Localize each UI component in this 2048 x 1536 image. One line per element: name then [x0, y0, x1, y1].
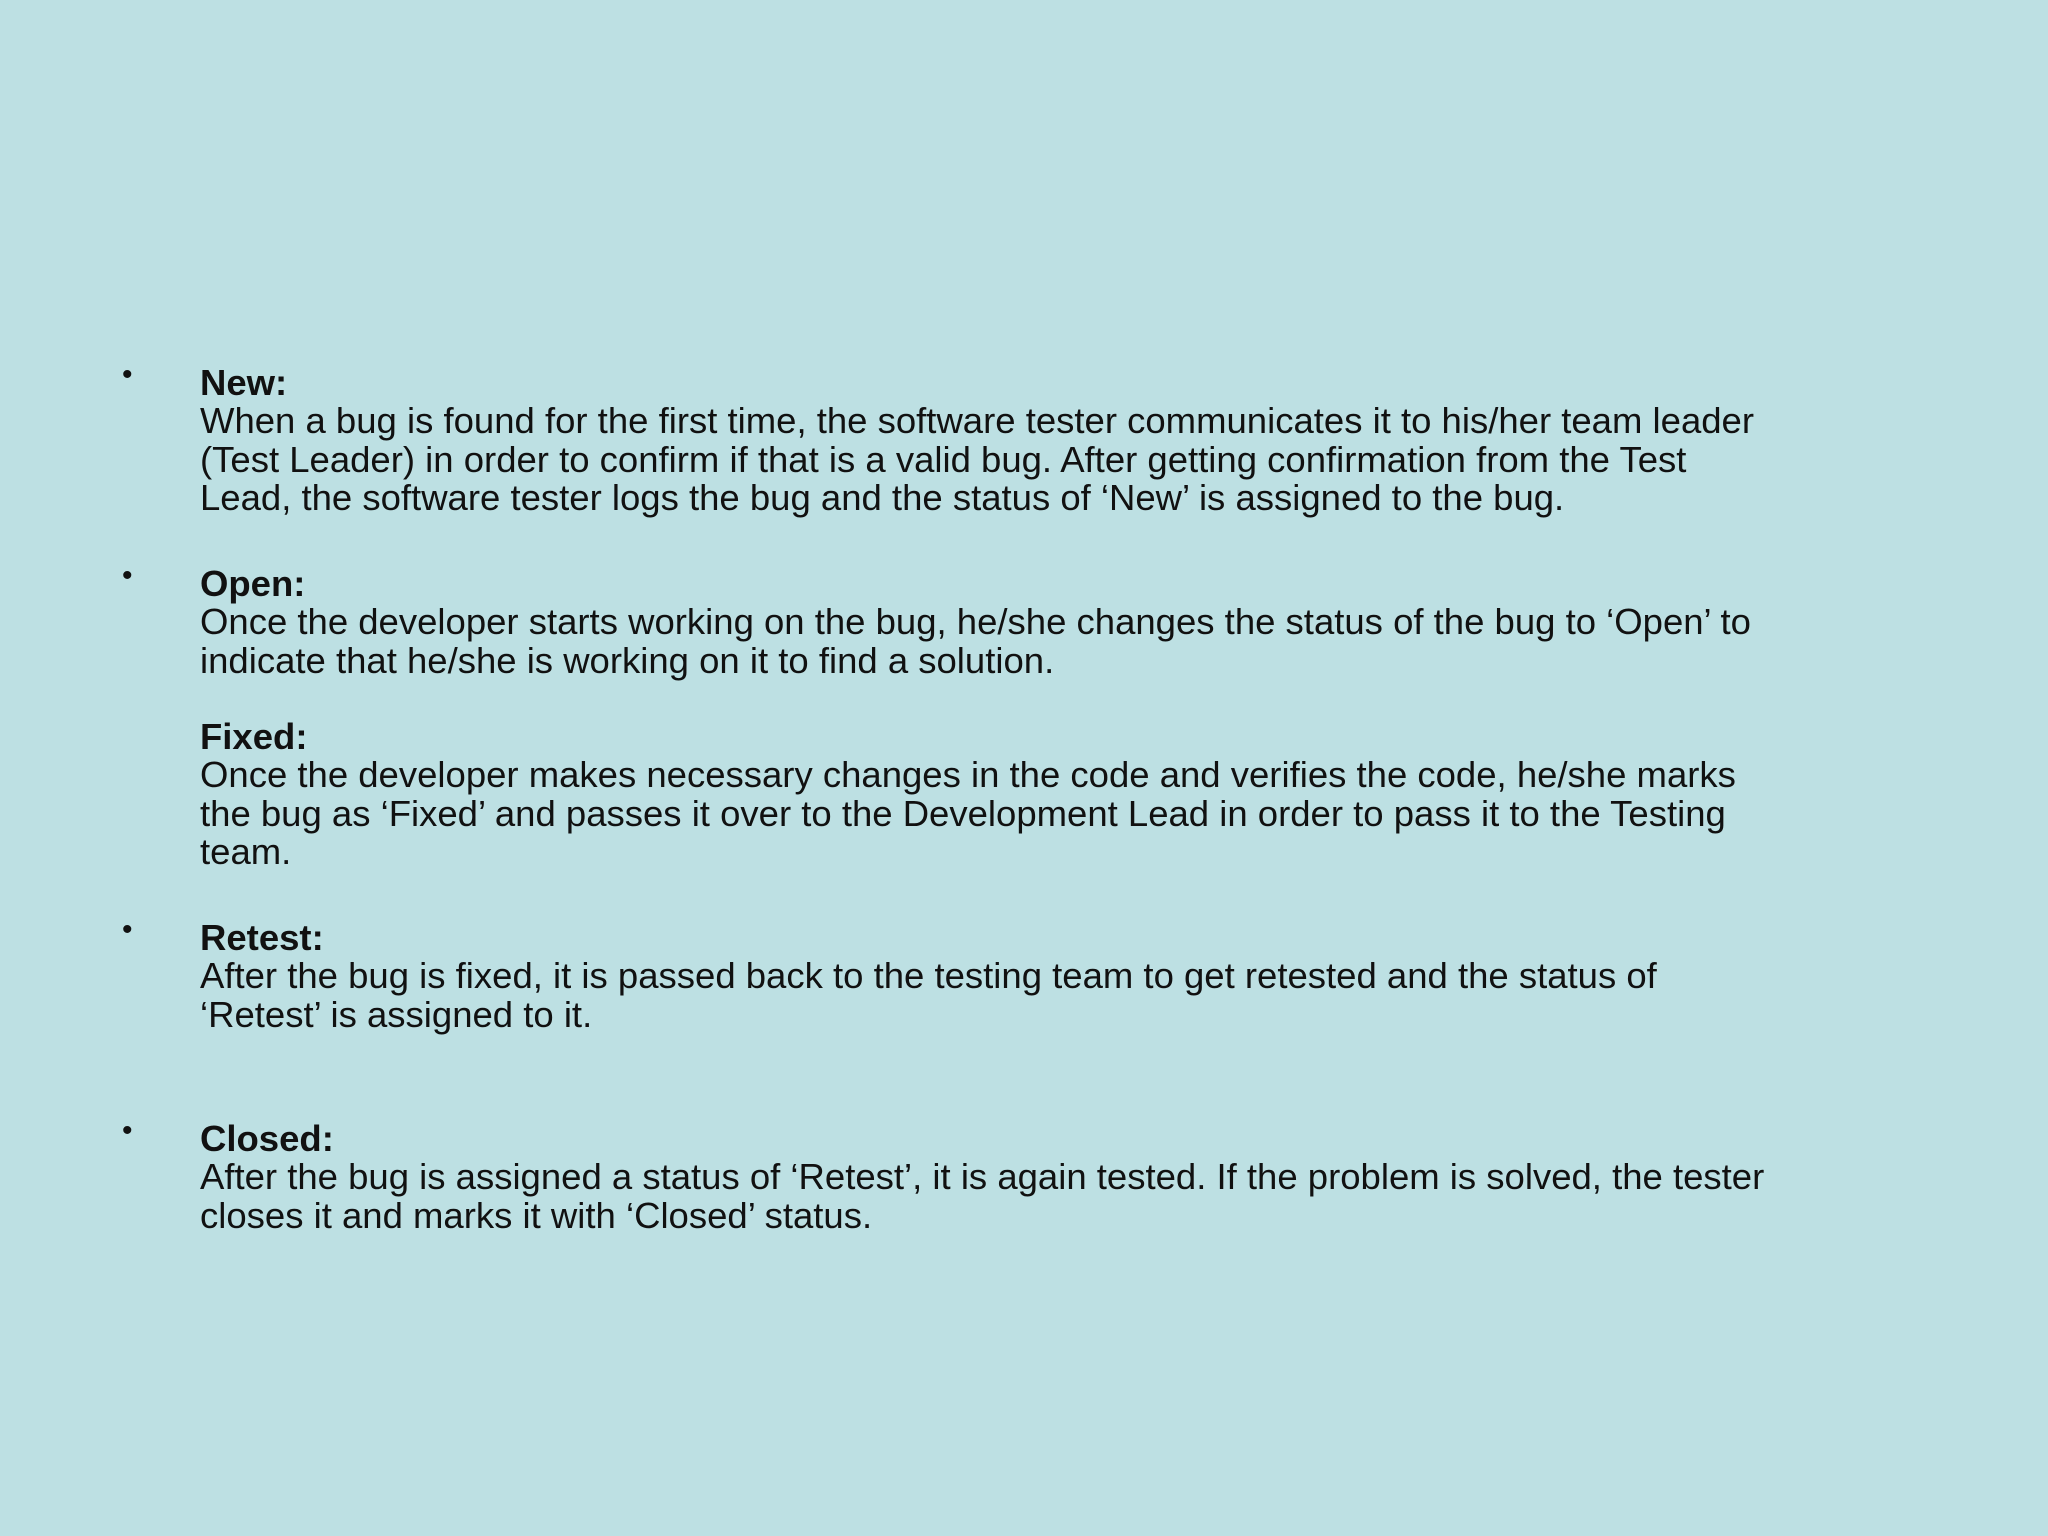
item-body [200, 756, 1960, 871]
list-item-new [122, 358, 1960, 518]
item-line: ‘Retest’ is assigned to it. [200, 993, 593, 1035]
item-line: Once the developer starts working on the bug, he/she changes the status of the bug to ‘Open’ to [200, 601, 1751, 643]
item-body [200, 957, 1960, 1034]
item-body [200, 402, 1960, 517]
item-heading: Fixed: [200, 716, 308, 757]
item-heading: Closed: [200, 1118, 334, 1159]
item-line: After the bug is fixed, it is passed back to the testing team to get retested and the status of [200, 955, 1657, 997]
list-item-open [122, 559, 1960, 681]
item-line: indicate that he/she is working on it to find a solution. [200, 639, 1055, 681]
item-line: Once the developer makes necessary changes in the code and verifies the code, he/she marks [200, 754, 1736, 796]
item-line: closes it and marks it with ‘Closed’ status. [200, 1194, 873, 1236]
item-line: (Test Leader) in order to confirm if that is a valid bug. After getting confirmation from the Test [200, 438, 1687, 480]
item-line: the bug as ‘Fixed’ and passes it over to the Development Lead in order to pass it to the Testing [200, 792, 1726, 834]
item-heading: New: [200, 362, 288, 403]
list-item-fixed [200, 718, 1960, 871]
item-line: When a bug is found for the first time, the software tester communicates it to his/her team leader [200, 400, 1754, 442]
list-item-retest [122, 913, 1960, 1035]
item-line: Lead, the software tester logs the bug and the status of ‘New’ is assigned to the bug. [200, 476, 1565, 518]
item-line: After the bug is assigned a status of ‘Retest’, it is again tested. If the problem is solved, the tester [200, 1156, 1765, 1198]
bullet-icon: • [122, 559, 133, 592]
item-heading: Retest: [200, 917, 324, 958]
item-line: team. [200, 830, 292, 872]
item-body [200, 603, 1960, 680]
bullet-icon: • [122, 913, 133, 946]
item-body [200, 1158, 1960, 1235]
bullet-icon: • [122, 1114, 133, 1147]
list-item-closed [122, 1114, 1960, 1236]
item-heading: Open: [200, 563, 306, 604]
bullet-icon: • [122, 358, 133, 391]
